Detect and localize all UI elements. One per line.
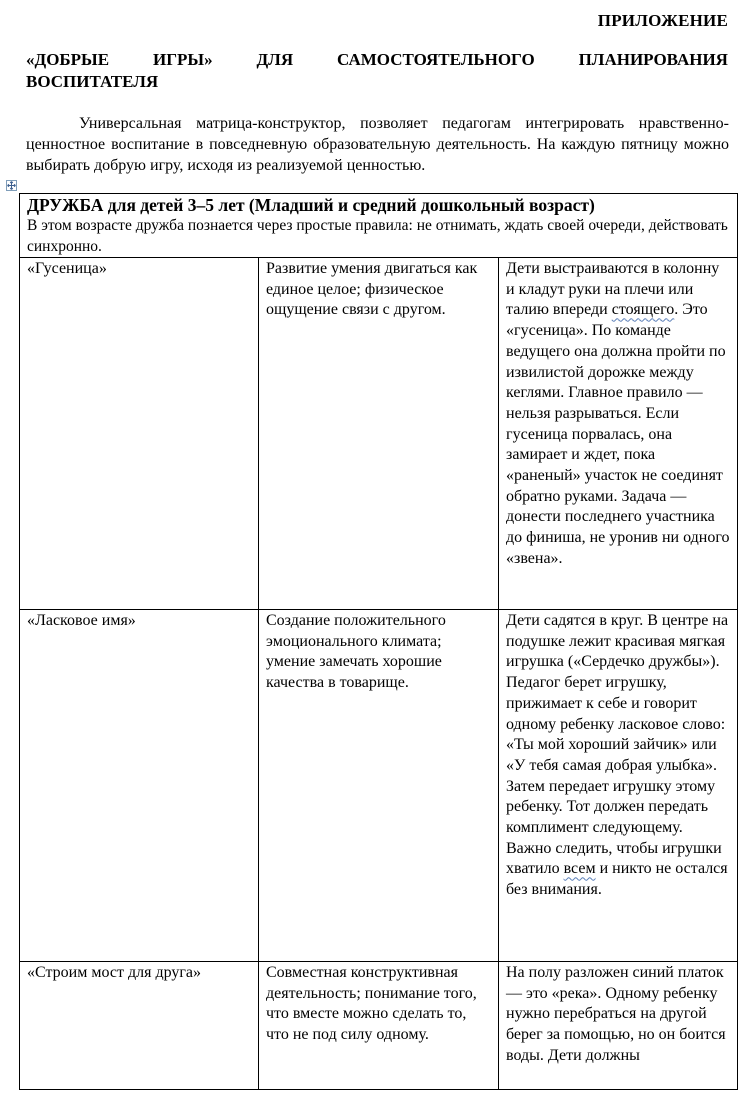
section-header-cell [20, 194, 738, 258]
game-goal-cell [259, 962, 499, 1090]
game-description-cont: и никто не остался без внимания. [506, 860, 728, 899]
game-name: «Строим мост для друга» [27, 964, 202, 981]
title-word: ИГРЫ» [152, 50, 213, 69]
game-goal: Создание положительного эмоционального климата; умение замечать хорошие качества в товарище. [266, 612, 446, 692]
table-move-handle-icon[interactable] [6, 180, 17, 191]
appendix-label: ПРИЛОЖЕНИЕ [597, 11, 728, 30]
game-goal: Совместная конструктивная деятельность; понимание того, что вместе можно сделать то, что не под силу одному. [266, 964, 477, 1044]
game-name: «Гусеница» [27, 260, 107, 277]
game-description: Дети выстраиваются в колонну и кладут руки на плечи или талию впереди [506, 260, 720, 319]
section-description: В этом возрасте дружба познается через простые правила: не отнимать, ждать своей очереди, действовать синхронно. [27, 217, 728, 255]
title-line-2: ВОСПИТАТЕЛЯ [26, 72, 159, 91]
games-table [19, 193, 738, 1090]
section-header-row [20, 194, 738, 258]
title-word: САМОСТОЯТЕЛЬНОГО [337, 50, 535, 69]
intro-paragraph: Универсальная матрица-конструктор, позволяет педагогам интегрировать нравственно-ценностное воспитание в повседневную образовательную деятельность. На каждую пятницу можно выбирать добрую игру, исходя из реализуемой ценностью. [26, 115, 729, 174]
game-description-cell [499, 962, 738, 1090]
table-row [20, 962, 738, 1090]
game-name: «Ласковое имя» [27, 612, 136, 629]
game-goal-cell [259, 610, 499, 962]
game-description: Дети садятся в круг. В центре на подушке лежит красивая мягкая игрушка («Сердечко дружбы»). Педагог берет игрушку, прижимает к себе и говорит одному ребенку ласковое слово: «Ты мой хороший зайчик» или «У тебя самая добрая улыбка». Затем передает игрушку этому ребенку. Тот должен передать комплимент следующему. Важно следить, чтобы игрушки хватило [506, 612, 729, 878]
title-word: ДЛЯ [256, 50, 294, 69]
game-description-cell [499, 258, 738, 610]
title-word: «ДОБРЫЕ [26, 50, 110, 69]
title-line-1 [26, 49, 728, 71]
spellcheck-underlined-word: стоящего [611, 301, 675, 319]
section-heading: ДРУЖБА для детей 3–5 лет (Младший и средний дошкольный возраст) [27, 195, 595, 215]
game-name-cell [20, 258, 259, 610]
game-goal: Развитие умения двигаться как единое целое; физическое ощущение связи с другом. [266, 260, 478, 319]
table-row [20, 610, 738, 962]
game-name-cell [20, 610, 259, 962]
spellcheck-underlined-word: всем [563, 860, 596, 878]
game-name-cell [20, 962, 259, 1090]
game-description-cont: . Это «гусеница». По команде ведущего она должна пройти по извилистой дорожке между кеглями. Главное правило — нельзя разрываться. Если гусеница порвалась, она замирает и ждет, пока «раненый» участок не соединят обратно руками. Задача — донести последнего участника до финиша, не уронив ни одного «звена». [506, 301, 730, 567]
document-title [26, 49, 728, 93]
game-description: На полу разложен синий платок — это «река». Одному ребенку нужно перебраться на другой берег за помощью, но он боится воды. Дети должны [506, 964, 726, 1064]
game-description-cell [499, 610, 738, 962]
table-row [20, 258, 738, 610]
title-word: ПЛАНИРОВАНИЯ [578, 50, 728, 69]
game-goal-cell [259, 258, 499, 610]
